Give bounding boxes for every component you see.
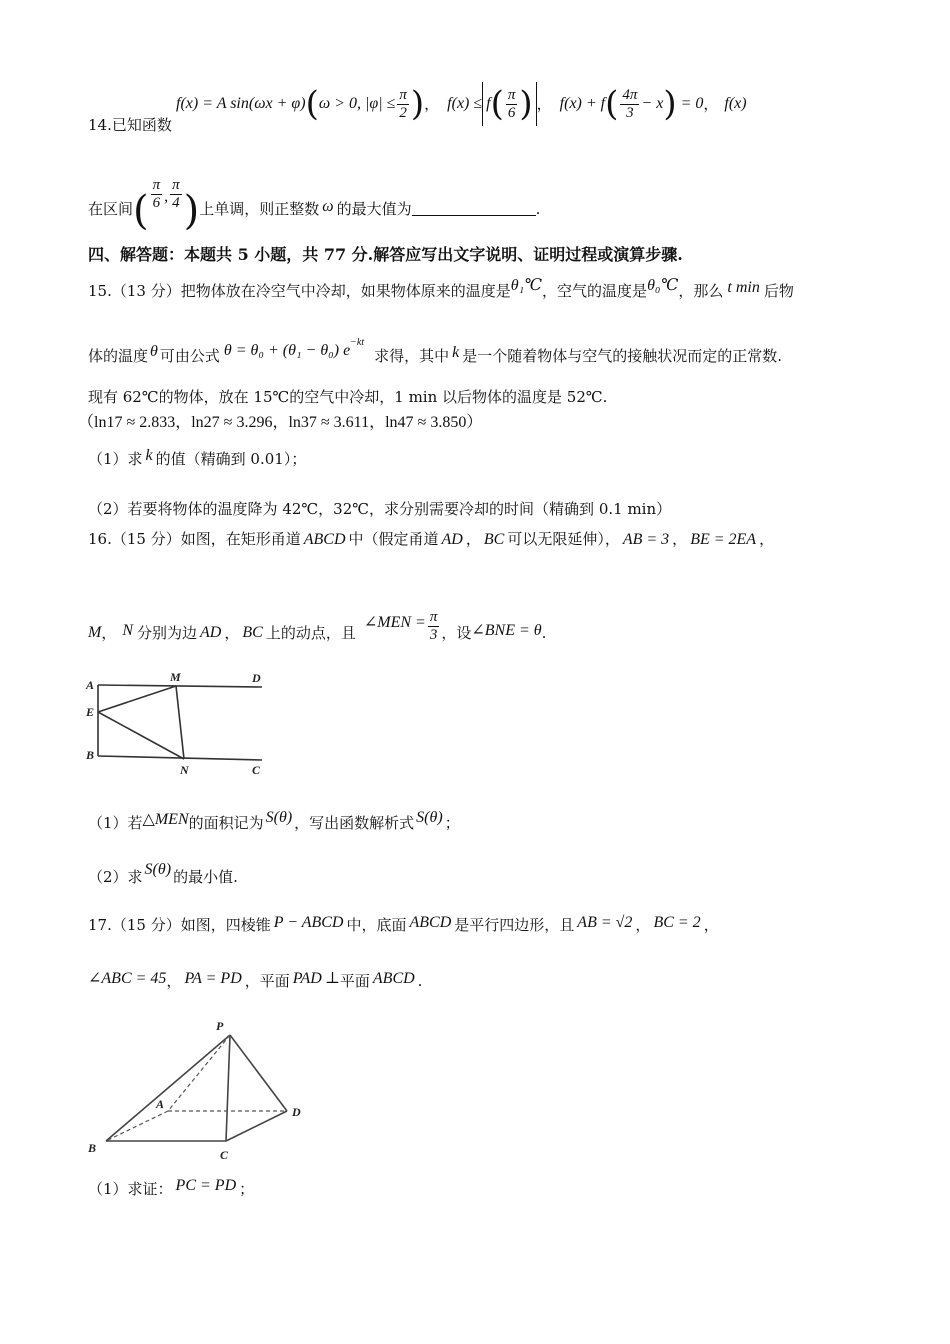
q14-answer-blank[interactable] xyxy=(412,201,536,216)
q15-theta1: θ₁℃ xyxy=(510,277,543,294)
q16-line-EM xyxy=(98,686,176,712)
q15-line3: 现有 62℃的物体，放在 15℃的空气中冷却，1 min 以后物体的温度是 52℃. xyxy=(88,388,608,406)
section4-title: 四、解答题：本题共 5 小题，共 77 分.解答应写出文字说明、证明过程或演算步骤. xyxy=(88,245,683,264)
q16-frac-pi-3: $\frac{\pi}{3}$ xyxy=(429,609,438,643)
q16-part2: （2）求 S(θ) 的最小值. xyxy=(88,861,238,886)
q14-minus-x: − x xyxy=(641,95,664,112)
q14-comma-3: ， xyxy=(703,95,719,113)
q15-formula-exp: −kt xyxy=(350,337,365,348)
q17-line1: 17.（15 分）如图，四棱锥 P − ABCD 中，底面 ABCD 是平行四边形，且 AB = √2 ， BC = 2 ， xyxy=(88,914,719,934)
q17-edge-PB xyxy=(106,1035,230,1141)
q16-angle-bne: ∠BNE = θ xyxy=(471,622,542,639)
q14-label: 14.已知函数 xyxy=(88,116,172,134)
q14-f-def: f(x) = A sin(ωx + φ) xyxy=(176,95,306,112)
q14-interval-prefix: 在区间 xyxy=(88,200,134,218)
q14-formula-line: f(x) = A sin(ωx + φ) ( ω > 0, |φ| ≤ $\frac{\pi}{2}$ ) ， f(x) ≤ f ( $\frac{\pi}{6}$ ) ， f(x) + f ( $\frac{4\pi}{3}$ − x ) = 0 ， f(x) xyxy=(176,84,747,124)
q14-eq2-left: f(x) + f xyxy=(559,95,606,112)
q16-line-MN xyxy=(176,686,184,759)
q17-edge-PD xyxy=(230,1035,287,1111)
q17-label-C: C xyxy=(220,1148,229,1162)
q14-ineq: f(x) ≤ xyxy=(447,95,483,112)
q15-theta: θ xyxy=(150,343,158,360)
q15-theta0: θ₀℃ xyxy=(647,277,679,294)
q14-line2: 在区间 ( $\frac{\pi}{6}$ , $\frac{\pi}{4}$ ) 上单调，则正整数 ω 的最大值为 . xyxy=(88,177,541,234)
q16-part1: （1）若△MEN的面积记为 S(θ) ，写出函数解析式 S(θ) ； xyxy=(88,809,460,832)
q16-label-E: E xyxy=(86,705,95,719)
q15-part2: （2）若要将物体的温度降为 42℃，32℃，求分别需要冷却的时间（精确到 0.1 min） xyxy=(88,500,672,518)
q15-tmin: t min xyxy=(727,279,760,296)
q15-line1: 15.（13 分）把物体放在冷空气中冷却，如果物体原来的温度是θ₁℃，空气的温度是θ₀℃，那么 t min 后物 xyxy=(88,277,794,300)
q17-edge-PC xyxy=(226,1035,230,1141)
q16-label-M: M xyxy=(170,670,181,684)
q17-line2: ∠ABC = 45， PA = PD ，平面 PAD ⊥平面 ABCD . xyxy=(88,970,423,990)
q15-part1: （1）求 k 的值（精确到 0.01）； xyxy=(88,447,307,468)
q14-frac-4pi-3: $\frac{4\pi}{3}$ xyxy=(622,86,638,121)
q14-eq2-right: = 0 xyxy=(680,95,704,112)
q16-label-B: B xyxy=(86,748,95,762)
q14-mono-text: 上单调，则正整数 xyxy=(199,200,320,218)
q15-line2: 体的温度 θ 可由公式 θ = θ₀ + (θ₁ − θ₀) $e^{-kt}$求得，其中 k 是一个随着物体与空气的接触状况而定的正常数. xyxy=(88,337,783,365)
q14-omega: ω xyxy=(322,198,334,215)
q17-edge-PA xyxy=(168,1035,230,1111)
q14-paren-close: ) xyxy=(410,84,425,124)
q16-label-A: A xyxy=(86,678,95,692)
q14-frac-pi-4: $\frac{\pi}{4}$ xyxy=(172,177,180,211)
q17-label-B: B xyxy=(88,1141,97,1155)
q14-max-text: 的最大值为 xyxy=(336,200,412,218)
q15-formula: θ = θ₀ + (θ₁ − θ₀) e xyxy=(223,342,351,359)
q17-label-D: D xyxy=(292,1105,301,1119)
q15-k: k xyxy=(452,344,460,361)
q17-figure xyxy=(84,1014,314,1164)
q14-cond1: ω > 0, |φ| ≤ xyxy=(318,95,396,112)
q16-figure xyxy=(84,668,274,780)
q14-frac-pi-2: $\frac{\pi}{2}$ xyxy=(399,86,407,121)
q14-frac-pi-6b: $\frac{\pi}{6}$ xyxy=(152,177,161,211)
q16-line-AD xyxy=(98,685,262,687)
q15-logs: （ln17 ≈ 2.833，ln27 ≈ 3.296，ln37 ≈ 3.611，ln47 ≈ 3.850） xyxy=(78,414,483,431)
q14-comma-2: ， xyxy=(536,95,552,113)
q16-label-C: C xyxy=(252,763,261,777)
q17-label-P: P xyxy=(216,1019,224,1033)
q17-edge-CD xyxy=(226,1111,287,1141)
q16-line1: 16.（15 分）如图，在矩形甬道 ABCD 中（假定甬道 AD ， BC 可以无限延伸）， AB = 3 ， BE = 2EA ， xyxy=(88,530,775,548)
q16-line-EN xyxy=(98,712,184,759)
q16-label-N: N xyxy=(180,763,189,777)
q14-comma-1: ， xyxy=(424,95,440,113)
q14-fx: f(x) xyxy=(724,95,747,112)
q14-abs: f ( $\frac{\pi}{6}$ ) xyxy=(482,82,537,126)
q16-angle-men: ∠MEN = xyxy=(363,614,426,631)
q17-label-A: A xyxy=(156,1097,165,1111)
q14-paren-open: ( xyxy=(305,84,319,124)
q14-frac-pi-6: $\frac{\pi}{6}$ xyxy=(507,86,516,121)
q17-part1: （1）求证： PC = PD ； xyxy=(88,1177,255,1198)
q16-line2: M ， N 分别为边 AD ， BC 上的动点，且 ∠MEN = $\frac{\pi}{3}$ ，设 ∠BNE = θ . xyxy=(88,609,547,643)
q16-label-D: D xyxy=(252,671,261,685)
